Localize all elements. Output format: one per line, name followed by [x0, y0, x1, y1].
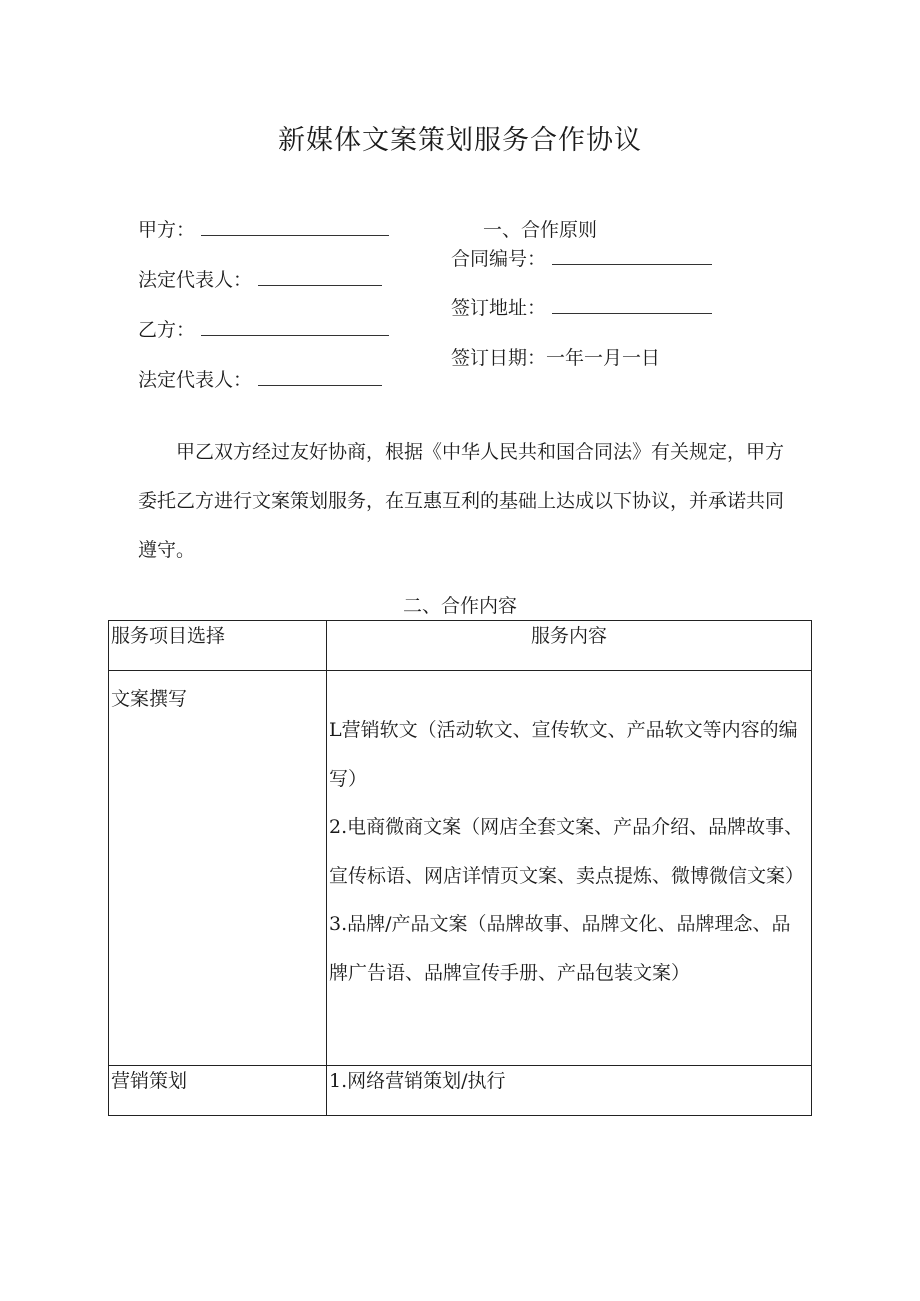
party-a-label: 甲方： [138, 219, 196, 241]
contract-no-field [451, 246, 712, 272]
table-header-item: 服务项目选择 [109, 621, 327, 671]
content-item: 2.电商微商文案（网店全套文案、产品介绍、品牌故事、宣传标语、网店详情页文案、卖点提炼、微博微信文案） [329, 816, 805, 887]
section2-heading: 二、合作内容 [402, 595, 517, 617]
rep-b-blank[interactable] [258, 367, 382, 386]
sign-place-label: 签订地址： [451, 297, 547, 319]
table-row [109, 1066, 812, 1116]
party-b-label: 乙方： [138, 319, 196, 341]
table-row [109, 671, 812, 1066]
party-b-field [138, 317, 389, 343]
rep-b-label: 法定代表人： [138, 369, 253, 391]
content-item: 3.品牌/产品文案（品牌故事、品牌文化、品牌理念、品牌广告语、品牌宣传手册、产品包装文案） [329, 913, 791, 984]
table-header-row [109, 621, 812, 671]
party-a-field [138, 217, 389, 243]
table-header-content: 服务内容 [327, 621, 812, 671]
table-cell-content [327, 1066, 812, 1116]
sign-place-blank[interactable] [552, 295, 712, 314]
content-item: 1.网络营销策划/执行 [329, 1070, 506, 1092]
intro-paragraph: 甲乙双方经过友好协商，根据《中华人民共和国合同法》有关规定，甲方委托乙方进行文案策划服务，在互惠互利的基础上达成以下协议，并承诺共同遵守。 [138, 441, 785, 561]
page-title: 新媒体文案策划服务合作协议 [278, 125, 642, 156]
section1-heading: 一、合作原则 [483, 219, 598, 241]
party-b-blank[interactable] [201, 317, 389, 336]
sign-date-label: 签订日期： [451, 347, 547, 369]
table-cell-content [327, 671, 812, 1066]
sign-place-field [451, 295, 712, 321]
rep-a-field [138, 267, 382, 293]
contract-no-label: 合同编号： [451, 248, 547, 270]
party-a-blank[interactable] [201, 217, 389, 236]
table-cell-item: 营销策划 [109, 1066, 327, 1116]
sign-date-value: 一年一月一日 [546, 347, 661, 369]
table-cell-item: 文案撰写 [109, 671, 327, 1066]
service-table [108, 620, 812, 1116]
rep-a-blank[interactable] [258, 267, 382, 286]
content-item: L营销软文（活动软文、宣传软文、产品软文等内容的编写） [329, 719, 798, 790]
sign-date-field [451, 345, 660, 371]
rep-b-field [138, 367, 382, 393]
contract-no-blank[interactable] [552, 246, 712, 265]
rep-a-label: 法定代表人： [138, 269, 253, 291]
